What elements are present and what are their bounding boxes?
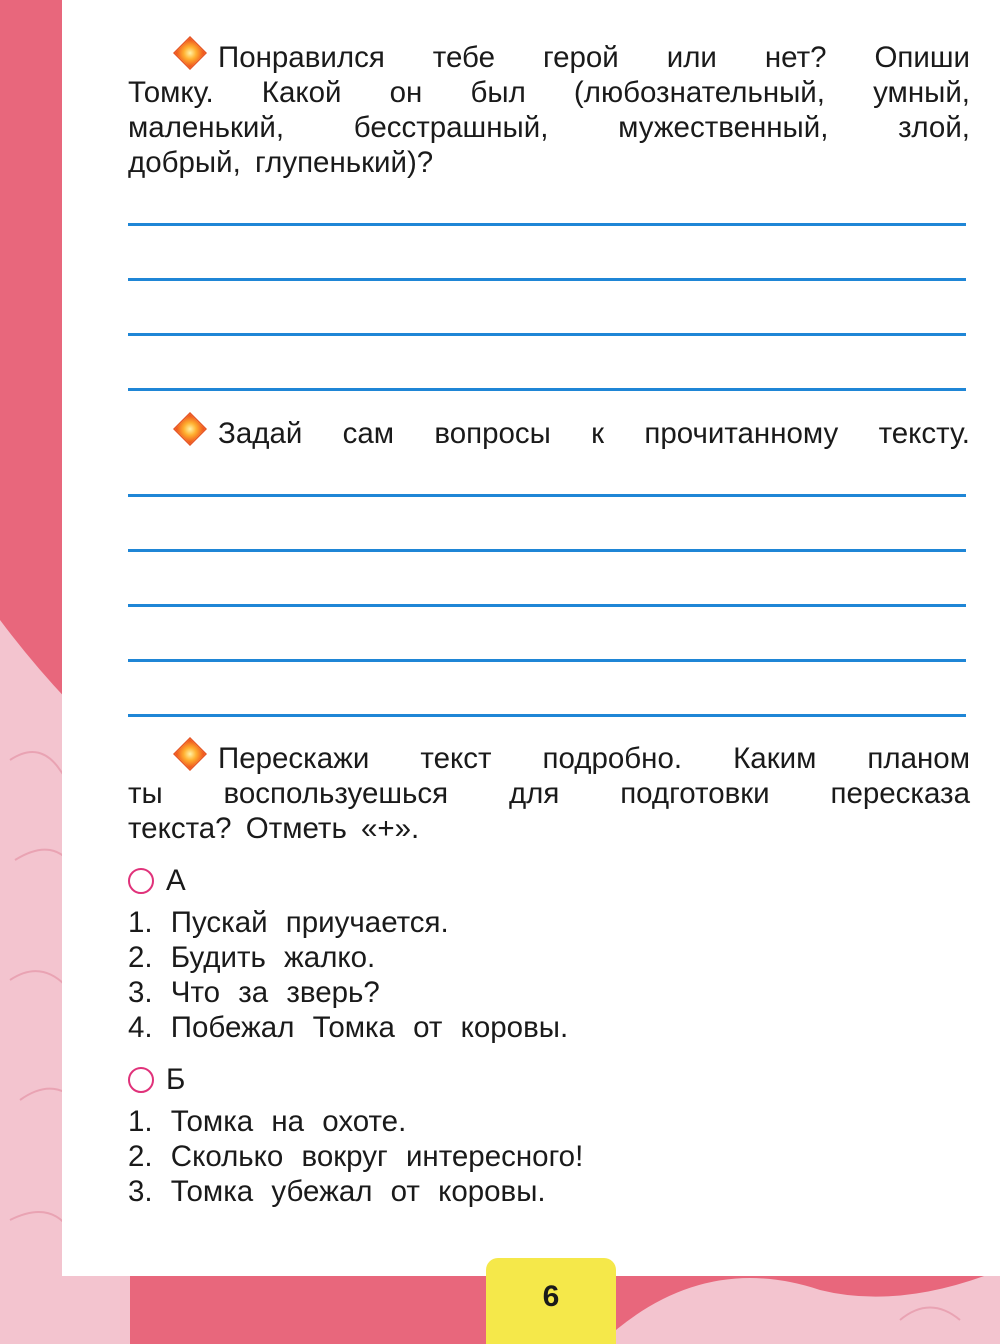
answer-line[interactable] bbox=[128, 604, 966, 607]
answer-line[interactable] bbox=[128, 333, 966, 336]
option-b[interactable] bbox=[128, 1063, 185, 1097]
task3-line: Перескажи текст подробно. Каким планом bbox=[218, 742, 970, 775]
plan-item: 3. Томка убежал от коровы. bbox=[128, 1175, 546, 1208]
task3-line: текста? Отметь «+». bbox=[128, 812, 420, 845]
option-a[interactable] bbox=[128, 864, 186, 898]
plan-a-list bbox=[128, 905, 568, 1045]
answer-line[interactable] bbox=[128, 388, 966, 391]
task2-line: Задай сам вопросы к прочитанному тексту. bbox=[218, 417, 970, 450]
option-b-label: Б bbox=[166, 1063, 186, 1096]
plan-item: 2. Будить жалко. bbox=[128, 941, 376, 974]
plan-item: 1. Пускай приучается. bbox=[128, 906, 449, 939]
task-retell bbox=[128, 741, 970, 846]
option-b-checkbox[interactable] bbox=[128, 1067, 154, 1093]
diamond-bullet-icon bbox=[173, 412, 207, 446]
task-ask-questions bbox=[128, 416, 970, 451]
task1-line: Понравился тебе герой или нет? Опиши bbox=[218, 41, 970, 74]
option-a-checkbox[interactable] bbox=[128, 868, 154, 894]
answer-line[interactable] bbox=[128, 278, 966, 281]
page-number: 6 bbox=[542, 1280, 560, 1313]
diamond-bullet-icon bbox=[173, 36, 207, 70]
plan-item: 3. Что за зверь? bbox=[128, 976, 380, 1009]
task3-line: ты воспользуешься для подготовки пересказа bbox=[128, 777, 970, 810]
diamond-bullet-icon bbox=[173, 737, 207, 771]
task1-line: Томку. Какой он был (любознательный, умный, bbox=[128, 76, 970, 109]
plan-b-list bbox=[128, 1104, 583, 1209]
plan-item: 2. Сколько вокруг интересного! bbox=[128, 1140, 584, 1173]
answer-line[interactable] bbox=[128, 714, 966, 717]
task1-line: добрый, глупенький)? bbox=[128, 146, 434, 179]
answer-line[interactable] bbox=[128, 223, 966, 226]
task-describe-hero bbox=[128, 40, 970, 180]
task1-line: маленький, бесстрашный, мужественный, злой, bbox=[128, 111, 970, 144]
plan-item: 4. Побежал Томка от коровы. bbox=[128, 1011, 569, 1044]
answer-line[interactable] bbox=[128, 549, 966, 552]
plan-item: 1. Томка на охоте. bbox=[128, 1105, 407, 1138]
workbook-page bbox=[62, 0, 1000, 1276]
answer-line[interactable] bbox=[128, 494, 966, 497]
option-a-label: А bbox=[166, 864, 186, 897]
answer-line[interactable] bbox=[128, 659, 966, 662]
